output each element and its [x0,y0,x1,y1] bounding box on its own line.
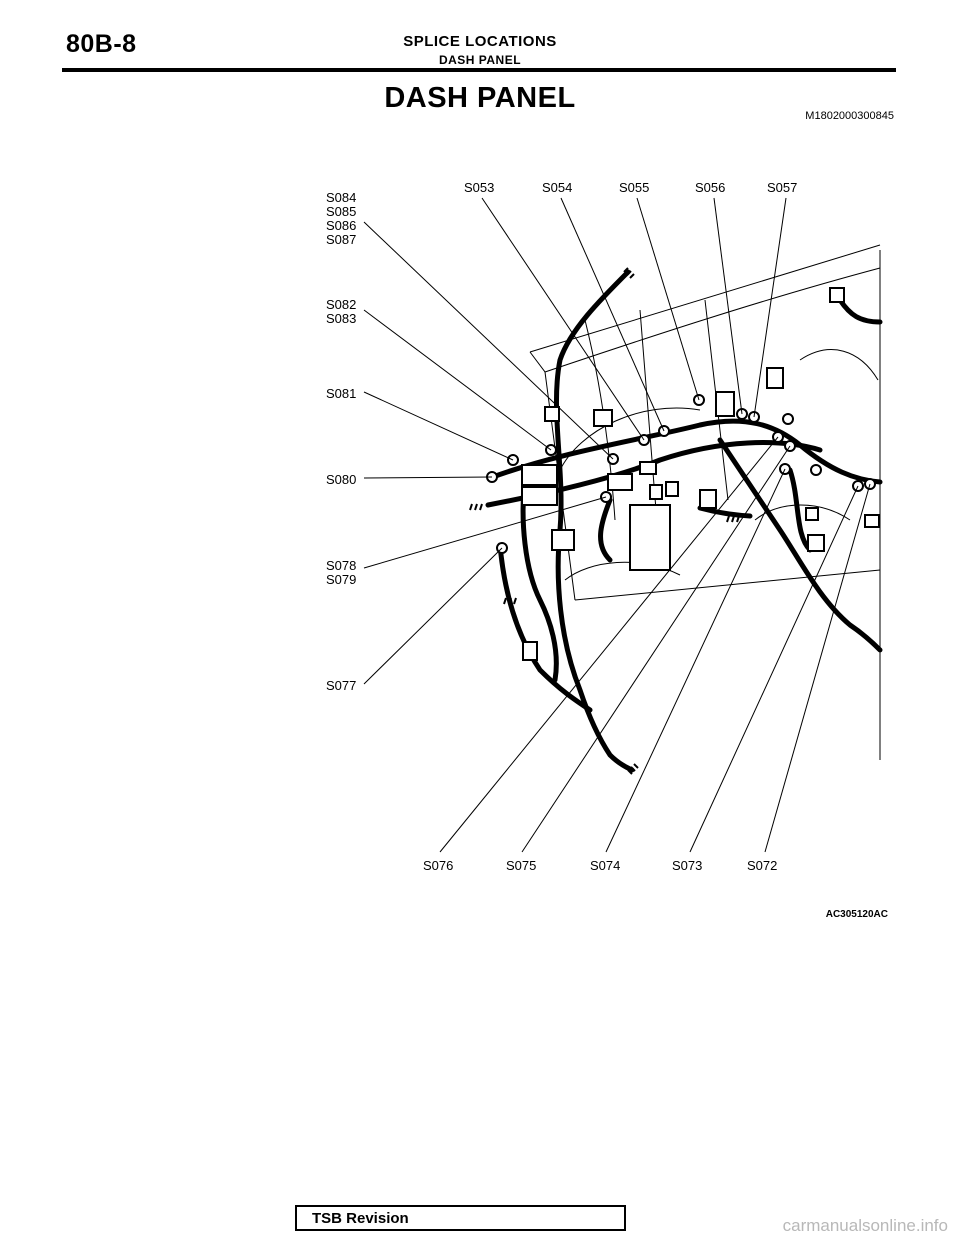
connectors [522,288,879,660]
splice-label-s078: S078 [326,558,357,573]
bottom-splice-labels [423,858,777,873]
figure-code: AC305120AC [825,909,888,920]
splice-label-s085: S085 [326,204,357,219]
splice-label-s056: S056 [695,180,726,195]
splice-label-s076: S076 [423,858,454,873]
splice-label-s077: S077 [326,678,357,693]
splice-label-s080: S080 [326,472,357,487]
splice-label-s075: S075 [506,858,537,873]
section-title: SPLICE LOCATIONS [403,33,557,50]
splice-label-s074: S074 [590,858,621,873]
page-number: 80B-8 [66,30,137,58]
page-title: DASH PANEL [384,82,576,114]
splice-label-s057: S057 [767,180,798,195]
tsb-revision-label: TSB Revision [312,1210,409,1227]
left-splice-labels [326,190,356,693]
splice-label-s081: S081 [326,386,357,401]
section-subtitle: DASH PANEL [438,53,522,67]
splice-label-s086: S086 [326,218,357,233]
splice-label-s053: S053 [464,180,495,195]
watermark: carmanualsonline.info [782,1216,948,1235]
splice-label-s087: S087 [326,232,357,247]
splice-label-s054: S054 [542,180,573,195]
splice-label-s079: S079 [326,572,357,587]
splice-label-s073: S073 [672,858,703,873]
document-id: M1802000300845 [805,110,894,122]
splice-label-s082: S082 [326,297,357,312]
splice-label-s083: S083 [326,311,357,326]
splice-label-s072: S072 [747,858,778,873]
top-splice-labels [464,180,797,195]
splice-label-s055: S055 [619,180,650,195]
leader-lines [364,198,870,852]
splice-label-s084: S084 [326,190,357,205]
tsb-revision-box [295,1205,626,1231]
